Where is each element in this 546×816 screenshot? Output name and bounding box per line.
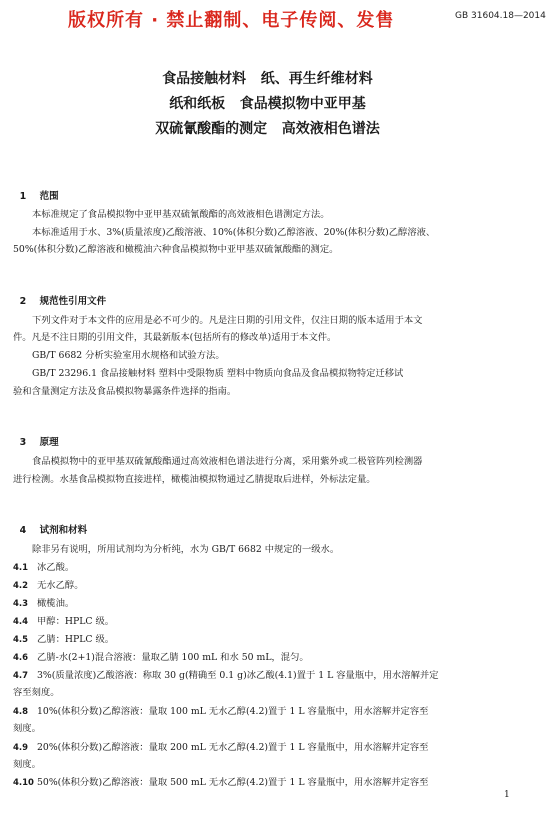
list-item: 4.5 乙腈：HPLC 级。 xyxy=(13,634,115,645)
section-title: 规范性引用文件 xyxy=(39,296,107,307)
list-item: 4.1 冰乙酸。 xyxy=(13,562,75,573)
paragraph-continuation: 50%(体积分数)乙醇溶液和橄榄油六种食品模拟物中亚甲基双硫氰酸酯的测定。 xyxy=(13,244,339,255)
title-line-3: 双硫氰酸酯的测定 高效液相色谱法 xyxy=(155,121,380,137)
reference-gbt6682: GB/T 6682 分析实验室用水规格和试验方法。 xyxy=(32,350,225,361)
section-heading-normative-references xyxy=(13,282,106,307)
list-item: 4.9 20%(体积分数)乙醇溶液：量取 200 mL 无水乙醇(4.2)置于 1 L 容量瓶中，用水溶解并定容至 xyxy=(13,742,429,753)
section-number: 4 xyxy=(19,525,27,536)
list-item: 4.4 甲醇：HPLC 级。 xyxy=(13,616,115,627)
title-line-1: 食品接触材料 纸、再生纤维材料 xyxy=(162,71,373,87)
paragraph-continuation: 进行检测。水基食品模拟物直接进样，橄榄油模拟物通过乙腈提取后进样，外标法定量。 xyxy=(13,474,376,485)
paragraph: 本标准适用于水、3%(质量浓度)乙酸溶液、10%(体积分数)乙醇溶液、20%(体积分数)乙醇溶液、 xyxy=(32,227,436,238)
paragraph-continuation: 件。凡是不注日期的引用文件，其最新版本(包括所有的修改单)适用于本文件。 xyxy=(13,332,337,343)
list-item: 4.2 无水乙醇。 xyxy=(13,580,84,591)
paragraph-continuation: 验和含量测定方法及食品模拟物暴露条件选择的指南。 xyxy=(13,386,237,397)
copyright-watermark: 版权所有 · 禁止翻制、电子传阅、发售 xyxy=(68,10,395,31)
list-item: 4.10 50%(体积分数)乙醇溶液：量取 500 mL 无水乙醇(4.2)置于 1 L 容量瓶中，用水溶解并定容至 xyxy=(13,777,429,788)
list-item: 4.8 10%(体积分数)乙醇溶液：量取 100 mL 无水乙醇(4.2)置于 1 L 容量瓶中，用水溶解并定容至 xyxy=(13,706,429,717)
standard-number: GB 31604.18—2014 xyxy=(455,11,546,21)
reference-gbt23296: GB/T 23296.1 食品接触材料 塑料中受限物质 塑料中物质向食品及食品模拟物特定迁移试 xyxy=(32,368,404,379)
page-number: 1 xyxy=(504,790,510,800)
section-title: 原理 xyxy=(39,437,59,448)
section-title: 范围 xyxy=(39,191,59,202)
paragraph: 除非另有说明，所用试剂均为分析纯，水为 GB/T 6682 中规定的一级水。 xyxy=(32,544,340,555)
list-item-continuation: 刻度。 xyxy=(13,759,41,770)
paragraph: 食品模拟物中的亚甲基双硫氰酸酯通过高效液相色谱法进行分离，采用紫外或二极管阵列检测器 xyxy=(32,456,423,467)
paragraph: 下列文件对于本文件的应用是必不可少的。凡是注日期的引用文件，仅注日期的版本适用于本文 xyxy=(32,315,423,326)
section-number: 1 xyxy=(19,191,27,202)
list-item-continuation: 刻度。 xyxy=(13,723,41,734)
section-title: 试剂和材料 xyxy=(39,525,88,536)
paragraph: 本标准规定了食品模拟物中亚甲基双硫氰酸酯的高效液相色谱测定方法。 xyxy=(32,209,330,220)
list-item: 4.6 乙腈-水(2+1)混合溶液：量取乙腈 100 mL 和水 50 mL，混匀。 xyxy=(13,652,309,663)
list-item: 4.3 橄榄油。 xyxy=(13,598,75,609)
list-item-continuation: 容至刻度。 xyxy=(13,687,60,698)
section-heading-principle xyxy=(13,423,59,448)
section-heading-reagents xyxy=(13,511,87,536)
section-number: 2 xyxy=(19,296,27,307)
title-line-2: 纸和纸板 食品模拟物中亚甲基 xyxy=(169,96,366,112)
section-number: 3 xyxy=(19,437,27,448)
section-heading-scope xyxy=(13,177,59,202)
list-item: 4.7 3%(质量浓度)乙酸溶液：称取 30 g(精确至 0.1 g)冰乙酸(4.1)置于 1 L 容量瓶中，用水溶解并定 xyxy=(13,670,439,681)
